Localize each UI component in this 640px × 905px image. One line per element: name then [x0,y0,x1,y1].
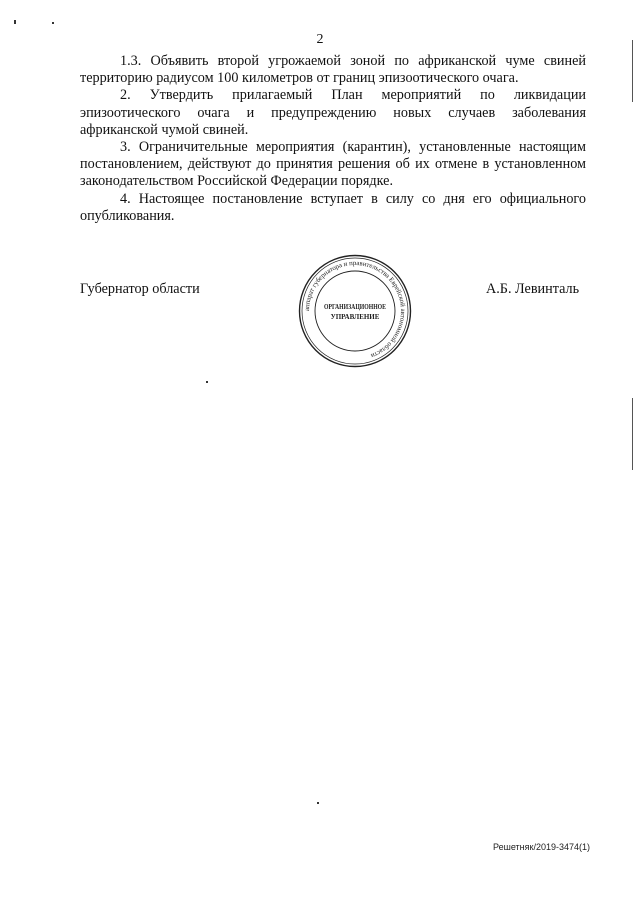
paragraph-2: 2. Утвердить прилагаемый План мероприятий по ликвидации эпизоотического очага и предупреждению новых случаев заболевания африканской чумой свиней. [80,87,586,138]
svg-text:ОРГАНИЗАЦИОННОЕ: ОРГАНИЗАЦИОННОЕ [324,303,387,311]
paragraph-1-3: 1.3. Объявить второй угрожаемой зоной по африканской чуме свиней территорию радиусом 100 километров от границ эпизоотического очага. [80,53,586,87]
scan-edge-line [632,398,633,470]
scan-edge-line [632,40,633,102]
document-body [80,53,586,225]
svg-text:УПРАВЛЕНИЕ: УПРАВЛЕНИЕ [330,313,380,321]
scan-speck [14,20,16,24]
official-stamp [298,254,412,368]
footer-document-code: Решетняк/2019-3474(1) [493,842,590,852]
scan-speck [317,802,319,804]
paragraph-3: 3. Ограничительные мероприятия (карантин), установленные настоящим постановлением, действуют до принятия решения об их отмене в установленном законодательством Российской Федерации порядке. [80,139,586,190]
paragraph-4: 4. Настоящее постановление вступает в силу со дня его официального опубликования. [80,190,586,224]
page-number: 2 [316,32,324,47]
scan-speck [52,22,54,24]
svg-text:аппарат губернатора и правител: аппарат губернатора и правительства Еврейской автономной области [303,259,407,360]
signatory-name: А.Б. Левинталь [486,281,580,297]
signatory-position: Губернатор области [80,281,200,297]
scan-speck [206,381,208,383]
